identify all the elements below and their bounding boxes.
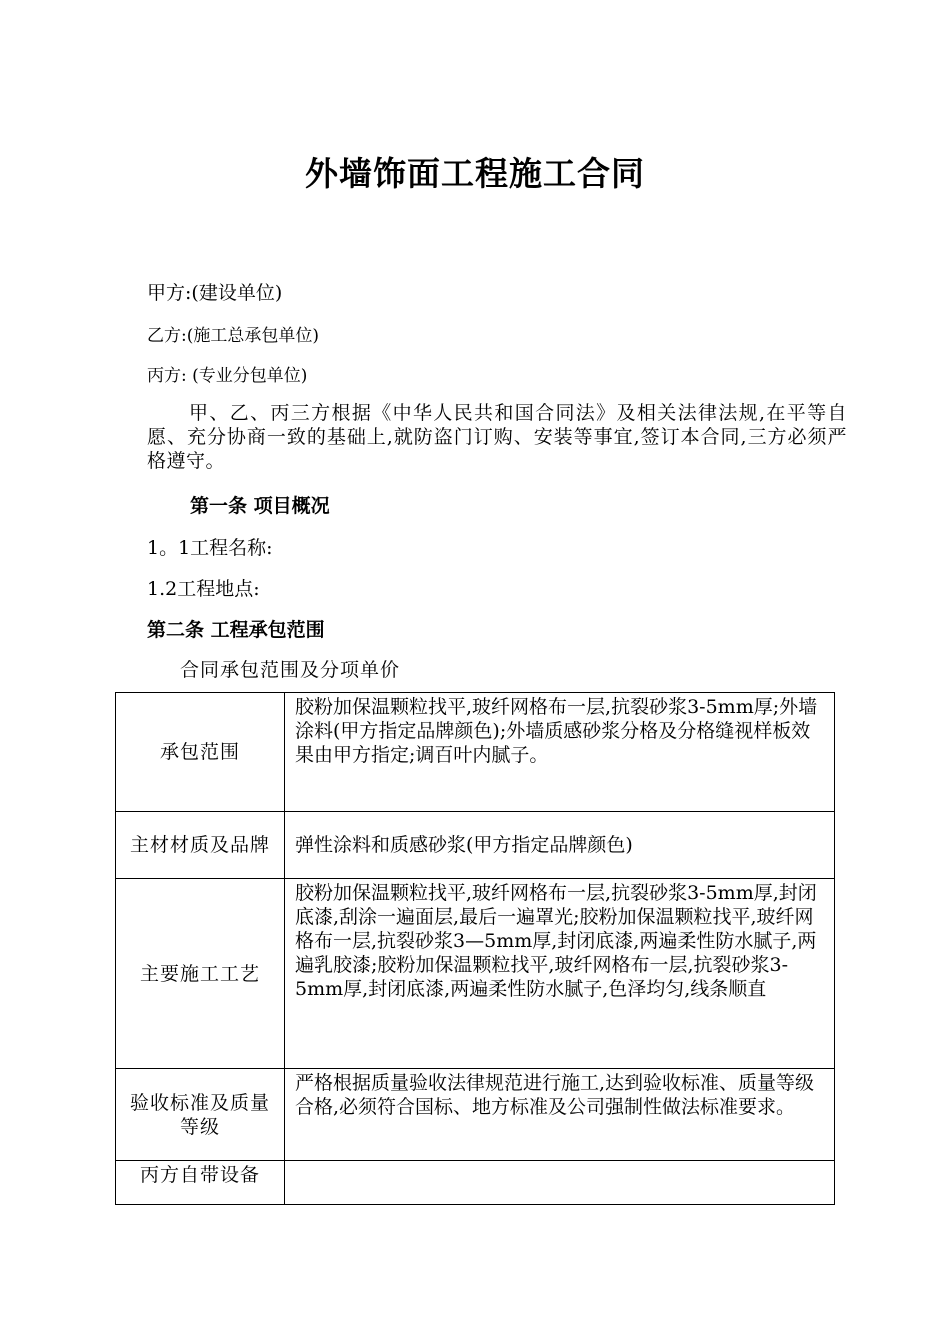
row-label: 丙方自带设备 bbox=[116, 1161, 285, 1205]
table-row bbox=[116, 812, 835, 879]
document-title: 外墙饰面工程施工合同 bbox=[305, 154, 645, 193]
row-value: 严格根据质量验收法律规范进行施工,达到验收标准、质量等级合格,必须符合国标、地方标准及公司强制性做法标准要求。 bbox=[285, 1069, 835, 1161]
item-1-2: 1.2工程地点: bbox=[147, 578, 260, 600]
scope-table bbox=[115, 692, 835, 1205]
item-1-1: 1。1工程名称: bbox=[147, 537, 273, 559]
party-c: 丙方: (专业分包单位) bbox=[147, 366, 308, 386]
party-a: 甲方:(建设单位) bbox=[147, 282, 283, 304]
table-row bbox=[116, 693, 835, 812]
row-label: 主要施工工艺 bbox=[116, 879, 285, 1069]
row-value: 胶粉加保温颗粒找平,玻纤网格布一层,抗裂砂浆3-5mm厚;外墙涂料(甲方指定品牌颜色);外墙质感砂浆分格及分格缝视样板效果由甲方指定;调百叶内腻子。 bbox=[285, 693, 835, 812]
row-label: 承包范围 bbox=[116, 693, 285, 812]
row-value: 胶粉加保温颗粒找平,玻纤网格布一层,抗裂砂浆3-5mm厚,封闭底漆,刮涂一遍面层,最后一遍罩光;胶粉加保温颗粒找平,玻纤网格布一层,抗裂砂浆3—5mm厚,封闭底漆,两遍柔性防水腻子,两遍乳胶漆;胶粉加保温颗粒找平,玻纤网格布一层,抗裂砂浆3-5mm厚,封闭底漆,两遍柔性防水腻子,色泽均匀,线条顺直 bbox=[285, 879, 835, 1069]
row-value: 弹性涂料和质感砂浆(甲方指定品牌颜色) bbox=[285, 812, 835, 879]
party-b: 乙方:(施工总承包单位) bbox=[147, 326, 319, 346]
intro-paragraph: 甲、乙、丙三方根据《中华人民共和国合同法》及相关法律法规,在平等自愿、充分协商一致的基础上,就防盗门订购、安装等事宜,签订本合同,三方必须严格遵守。 bbox=[147, 402, 847, 472]
table-row bbox=[116, 1069, 835, 1161]
row-value bbox=[285, 1161, 835, 1205]
row-label: 验收标准及质量等级 bbox=[116, 1069, 285, 1161]
article-1-heading: 第一条 项目概况 bbox=[190, 495, 330, 517]
article-2-heading: 第二条 工程承包范围 bbox=[147, 619, 325, 641]
table-row bbox=[116, 879, 835, 1069]
row-label: 主材材质及品牌 bbox=[116, 812, 285, 879]
table-row bbox=[116, 1161, 835, 1205]
table-caption: 合同承包范围及分项单价 bbox=[180, 659, 401, 681]
